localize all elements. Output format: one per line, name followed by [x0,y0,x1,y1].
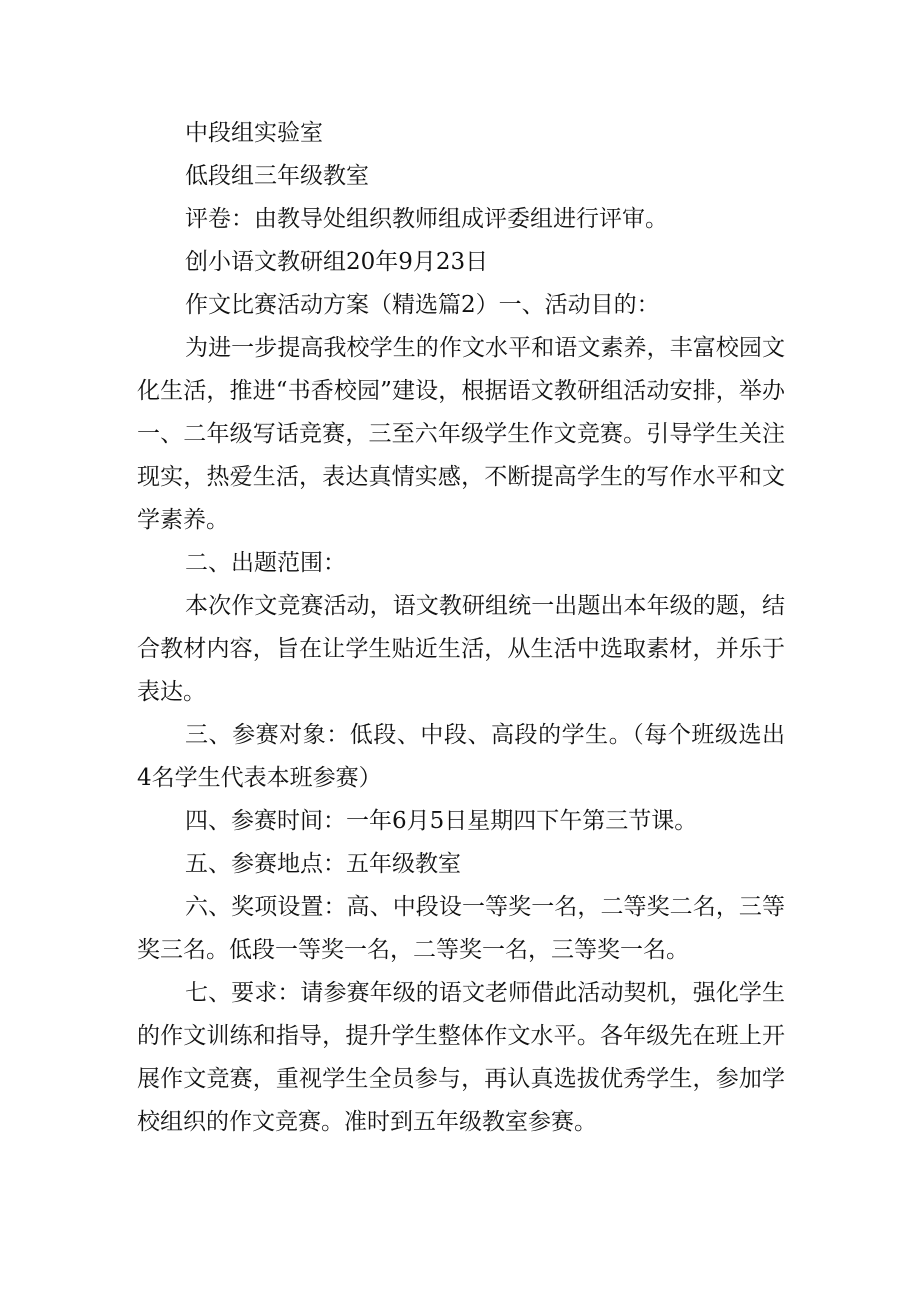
paragraph-grading: 评卷：由教导处组织教师组成评委组进行评审。 [185,206,668,232]
paragraph-location: 五、参赛地点：五年级教室 [185,851,461,877]
paragraph-venue-lower: 低段组三年级教室 [185,163,369,189]
heading-topic-scope: 二、出题范围： [185,550,346,576]
paragraph-signature-date: 创小语文教研组20年9月23日 [185,249,489,275]
document-body [137,112,785,1144]
paragraph-awards: 六、奖项设置：高、中段设一等奖一名，二等奖二名，三等奖三名。低段一等奖一名，二等奖一名，三等奖一名。 [137,894,785,963]
paragraph-purpose: 为进一步提高我校学生的作文水平和语文素养，丰富校园文化生活，推进“书香校园”建设，根据语文教研组活动安排，举办一、二年级写话竞赛，三至六年级学生作文竞赛。引导学生关注现实，热爱生活，表达真情实感，不断提高学生的写作水平和文学素养。 [137,335,785,533]
paragraph-participants: 三、参赛对象：低段、中段、高段的学生。（每个班级选出4名学生代表本班参赛） [137,722,785,791]
paragraph-section-title: 作文比赛活动方案（精选篇2）一、活动目的： [185,292,660,318]
paragraph-venue-middle: 中段组实验室 [185,120,323,146]
paragraph-topic-scope: 本次作文竞赛活动，语文教研组统一出题出本年级的题，结合教材内容，旨在让学生贴近生活，从生活中选取素材，并乐于表达。 [137,593,785,705]
paragraph-requirements: 七、要求：请参赛年级的语文老师借此活动契机，强化学生的作文训练和指导，提升学生整体作文水平。各年级先在班上开展作文竞赛，重视学生全员参与，再认真选拔优秀学生，参加学校组织的作文竞赛。准时到五年级教室参赛。 [137,980,785,1135]
paragraph-time: 四、参赛时间：一年6月5日星期四下午第三节课。 [185,808,698,834]
